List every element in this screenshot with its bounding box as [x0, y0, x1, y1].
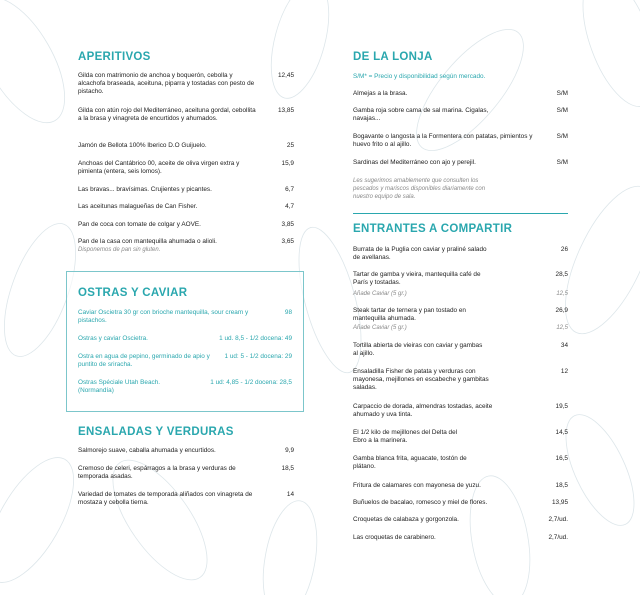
menu-item: Jamón de Bellota 100% Iberico D.O Guijuelo. 25	[78, 142, 294, 149]
menu-item: Gamba blanca frita, aguacate, tostón de plátano. 16,5	[353, 455, 568, 471]
menu-item: Bogavante o langosta a la Formentera con patatas, pimientos y huevo frito o al ajillo. S/M	[353, 133, 568, 149]
entrantes-section	[353, 223, 568, 541]
ensaladas-section	[78, 426, 294, 507]
menu-item: Salmorejo suave, caballa ahumada y encurtidos. 9,9	[78, 447, 294, 454]
menu-item: Carpaccio de dorada, almendras tostadas, aceite ahumado y uva tinta. 19,5	[353, 403, 568, 419]
menu-item: Las croquetas de carabinero. 2,7/ud.	[353, 534, 568, 541]
menu-item: Burrata de la Puglia con caviar y praliné salado de avellanas. 26	[353, 246, 568, 262]
menu-item: Tortilla abierta de vieiras con caviar y gambas al ajillo. 34	[353, 342, 568, 358]
lonja-note: Les sugerimos amablemente que consulten los pescados y mariscos disponibles diariamente con nuestro equipo de sala.	[353, 178, 486, 200]
menu-item: Sardinas del Mediterráneo con ajo y perejil. S/M	[353, 159, 568, 166]
aperitivos-title: APERITIVOS	[78, 51, 151, 63]
menu-item: Pan de coca con tomate de colgar y AOVE. 3,85	[78, 221, 294, 228]
section-divider	[353, 213, 568, 214]
menu-item: Tartar de gamba y vieira, mantequilla café de París y tostadas. 28,5	[353, 271, 568, 287]
caviar-addon: Añade Caviar (5 gr.) 12,5	[353, 291, 568, 297]
menu-item: Steak tartar de ternera y pan tostado en mantequilla ahumada. 26,9	[353, 307, 568, 323]
menu-item: Almejas a la brasa. S/M	[353, 90, 568, 97]
menu-item: Croquetas de calabaza y gorgonzola. 2,7/ud.	[353, 516, 568, 523]
ostras-title: OSTRAS Y CAVIAR	[78, 287, 188, 299]
menu-item: Ostras Spéciale Utah Beach. (Normandía) 1 ud: 4,85 - 1/2 docena: 28,5	[78, 379, 292, 395]
ostras-box	[66, 271, 304, 412]
menu-item: Las aceitunas malagueñas de Can Fisher. 4,7	[78, 203, 294, 210]
menu-item: Gilda con atún rojo del Mediterráneo, aceituna gordal, cebollita a la brasa y vinagreta de encurtidos y ahumados. 13,85	[78, 107, 294, 123]
lonja-title: DE LA LONJA	[353, 51, 433, 63]
lonja-subtitle: S/M* = Precio y disponibilidad según mercado.	[353, 73, 486, 80]
ensaladas-title: ENSALADAS Y VERDURAS	[78, 426, 234, 438]
menu-item: Variedad de tomates de temporada aliñados con vinagreta de mostaza y cebolla tierna. 14	[78, 491, 294, 507]
menu-item: Caviar Oscietra 30 gr con brioche mantequilla, sour cream y pistachos. 98	[78, 309, 292, 325]
menu-item: Gilda con matrimonio de anchoa y boquerón, cebolla y alcachofa braseada, aceituna, piparra y tostadas con pesto de pistacho. 12,45	[78, 72, 294, 96]
menu-item: Ostra en agua de pepino, germinado de apio y puntito de sriracha. 1 ud: 5 - 1/2 docena: 29	[78, 353, 292, 369]
menu-item: Ostras y caviar Oscietra. 1 ud. 8,5 - 1/2 docena: 49	[78, 335, 292, 342]
menu-item: Ensaladilla Fisher de patata y verduras con mayonesa, mejillones en escabeche y gambitas saladas. 12	[353, 368, 568, 392]
menu-item: El 1/2 kilo de mejillones del Delta del Ebro a la marinera. 14,5	[353, 429, 568, 445]
menu-item: Anchoas del Cantábrico 00, aceite de oliva virgen extra y pimienta (entera, seis lomos). 15,9	[78, 160, 294, 176]
entrantes-title: ENTRANTES A COMPARTIR	[353, 223, 513, 235]
caviar-addon: Añade Caviar (5 gr.) 12,5	[353, 325, 568, 331]
menu-item: Gamba roja sobre cama de sal marina. Cigalas, navajas... S/M	[353, 107, 568, 123]
gluten-note: Disponemos de pan sin gluten.	[78, 247, 161, 254]
menu-item: Las bravas... bravísimas. Crujientes y picantes. 6,7	[78, 186, 294, 193]
menu-item: Buñuelos de bacalao, romesco y miel de flores. 13,95	[353, 499, 568, 506]
menu-item: Fritura de calamares con mayonesa de yuzu. 18,5	[353, 482, 568, 489]
menu-item: Cremoso de celeri, espárragos a la brasa y verduras de temporada asadas. 18,5	[78, 465, 294, 481]
menu-item: Pan de la casa con mantequilla ahumada o alioli. 3,65 Disponemos de pan sin gluten.	[78, 238, 294, 254]
